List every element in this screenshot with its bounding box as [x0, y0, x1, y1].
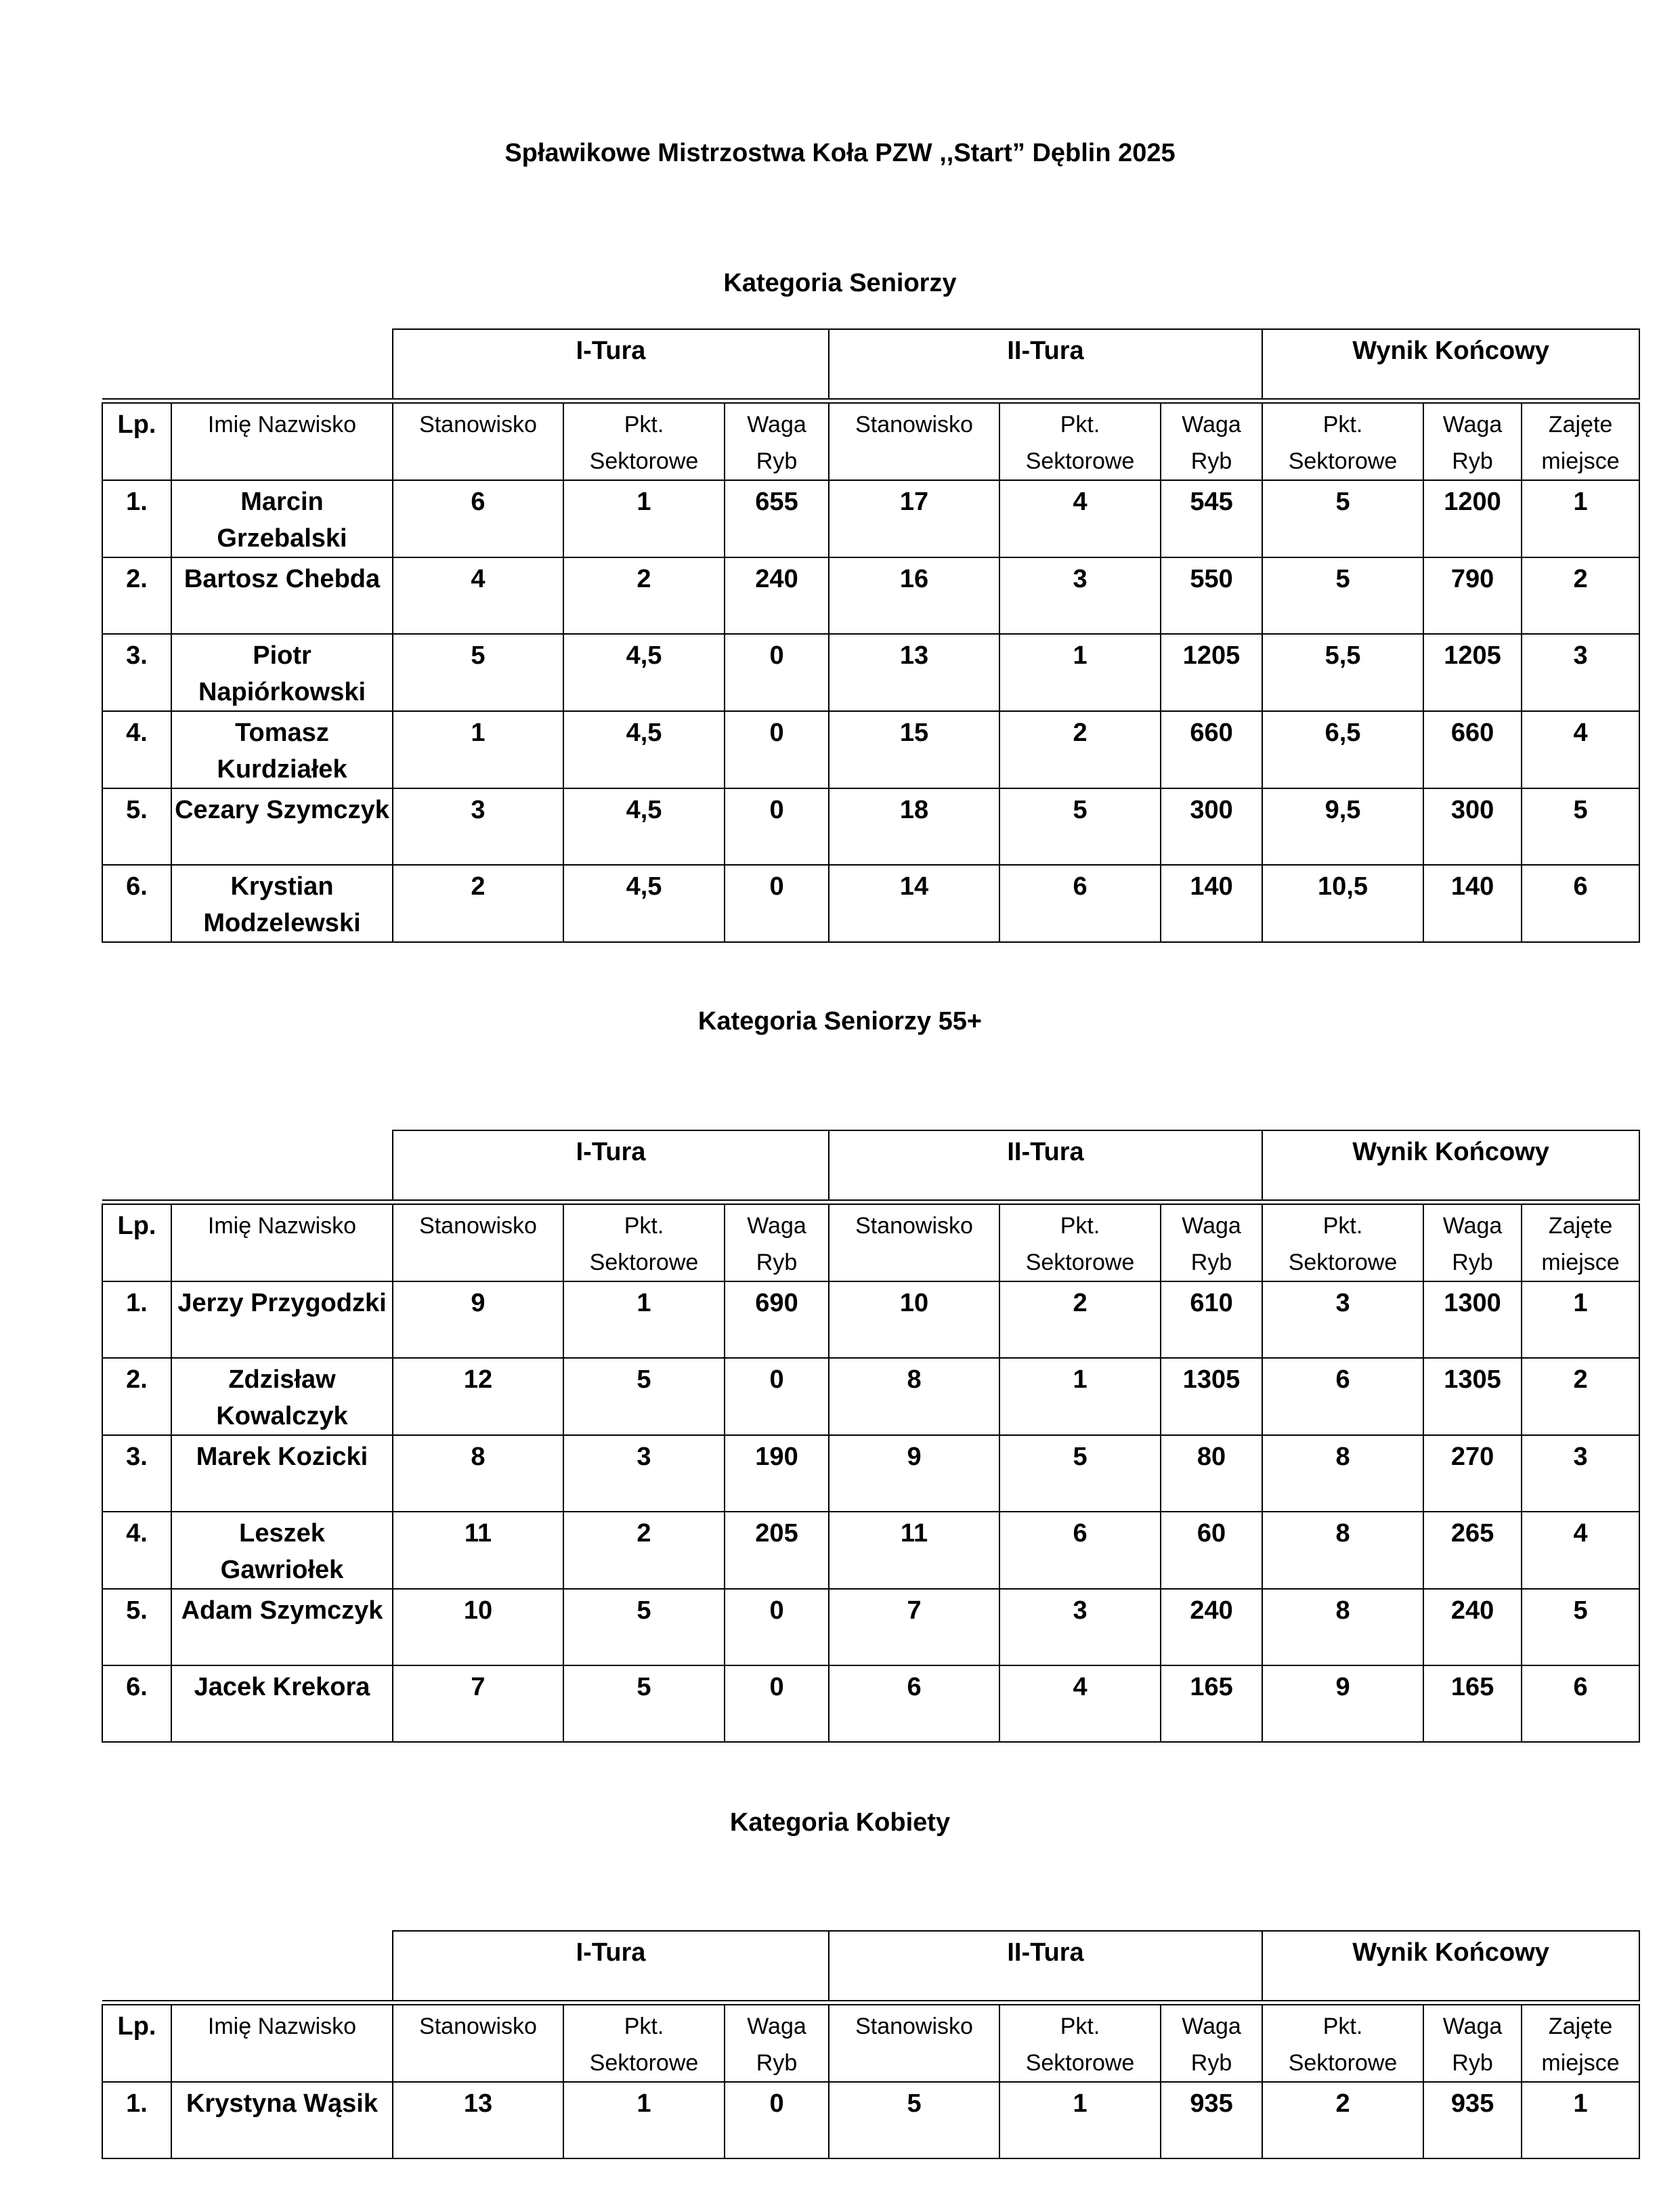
cell-t2-stanowisko: 18 [829, 788, 999, 865]
cell-t1-waga: 0 [725, 634, 829, 711]
cell-name: Zdzisław Kowalczyk [171, 1358, 393, 1435]
document-title: Spławikowe Mistrzostwa Koła PZW ,,Start” Dęblin 2025 [504, 139, 1176, 167]
column-header-lp: Lp. [102, 1204, 171, 1281]
table-row [102, 634, 1639, 711]
column-header-final-waga: Waga Ryb [1423, 403, 1522, 480]
cell-final-pkt: 5 [1262, 480, 1423, 557]
cell-lp: 2. [102, 1358, 171, 1435]
column-header-t1-stanowisko: Stanowisko [393, 1204, 563, 1281]
cell-lp: 6. [102, 1665, 171, 1742]
column-header-t2-waga: Waga Ryb [1161, 1204, 1262, 1281]
cell-name: Jacek Krekora [171, 1665, 393, 1742]
cell-final-waga: 140 [1423, 865, 1522, 942]
tura1-header: I-Tura [393, 1931, 829, 2001]
cell-t1-stanowisko: 8 [393, 1435, 563, 1512]
cell-t2-stanowisko: 8 [829, 1358, 999, 1435]
cell-t2-waga: 660 [1161, 711, 1262, 788]
tura1-header: I-Tura [393, 1130, 829, 1200]
cell-miejsce: 3 [1522, 1435, 1639, 1512]
cell-name: Piotr Napiórkowski [171, 634, 393, 711]
cell-t1-waga: 0 [725, 1358, 829, 1435]
cell-miejsce: 5 [1522, 1589, 1639, 1665]
final-result-header: Wynik Końcowy [1262, 1931, 1639, 2001]
cell-t2-stanowisko: 10 [829, 1281, 999, 1358]
cell-name: Adam Szymczyk [171, 1589, 393, 1665]
cell-miejsce: 1 [1522, 480, 1639, 557]
column-header-final-waga: Waga Ryb [1423, 1204, 1522, 1281]
cell-t2-pkt: 3 [999, 1589, 1161, 1665]
cell-miejsce: 6 [1522, 1665, 1639, 1742]
column-header-name: Imię Nazwisko [171, 1204, 393, 1281]
cell-t1-waga: 0 [725, 1665, 829, 1742]
cell-t2-stanowisko: 6 [829, 1665, 999, 1742]
cell-t2-pkt: 6 [999, 865, 1161, 942]
category-title: Kategoria Seniorzy [723, 269, 957, 297]
cell-final-waga: 660 [1423, 711, 1522, 788]
cell-lp: 3. [102, 1435, 171, 1512]
cell-final-waga: 1300 [1423, 1281, 1522, 1358]
empty-corner [102, 1931, 393, 2001]
cell-t2-waga: 550 [1161, 557, 1262, 634]
cell-t1-waga: 690 [725, 1281, 829, 1358]
cell-final-pkt: 2 [1262, 2082, 1423, 2158]
cell-t1-stanowisko: 7 [393, 1665, 563, 1742]
table-row [102, 1589, 1639, 1665]
cell-miejsce: 6 [1522, 865, 1639, 942]
cell-final-waga: 935 [1423, 2082, 1522, 2158]
table-row [102, 788, 1639, 865]
cell-miejsce: 1 [1522, 1281, 1639, 1358]
cell-t1-stanowisko: 12 [393, 1358, 563, 1435]
cell-t2-waga: 80 [1161, 1435, 1262, 1512]
table-row [102, 711, 1639, 788]
cell-lp: 1. [102, 1281, 171, 1358]
cell-t2-waga: 1205 [1161, 634, 1262, 711]
cell-t1-pkt: 4,5 [563, 711, 725, 788]
cell-miejsce: 2 [1522, 1358, 1639, 1435]
cell-t1-waga: 190 [725, 1435, 829, 1512]
group-header-row [102, 1130, 1639, 1200]
cell-final-pkt: 5 [1262, 557, 1423, 634]
cell-t1-stanowisko: 13 [393, 2082, 563, 2158]
cell-miejsce: 4 [1522, 711, 1639, 788]
cell-final-waga: 165 [1423, 1665, 1522, 1742]
column-header-t2-stanowisko: Stanowisko [829, 403, 999, 480]
cell-t2-pkt: 3 [999, 557, 1161, 634]
cell-t2-pkt: 1 [999, 2082, 1161, 2158]
column-header-t2-pkt: Pkt. Sektorowe [999, 2005, 1161, 2082]
cell-t1-pkt: 1 [563, 2082, 725, 2158]
cell-t1-stanowisko: 6 [393, 480, 563, 557]
cell-t2-waga: 935 [1161, 2082, 1262, 2158]
cell-name: Tomasz Kurdziałek [171, 711, 393, 788]
cell-t1-waga: 0 [725, 788, 829, 865]
cell-final-waga: 790 [1423, 557, 1522, 634]
cell-final-pkt: 8 [1262, 1512, 1423, 1589]
cell-name: Jerzy Przygodzki [171, 1281, 393, 1358]
cell-name: Krystyna Wąsik [171, 2082, 393, 2158]
column-header-final-pkt: Pkt. Sektorowe [1262, 1204, 1423, 1281]
cell-t1-waga: 240 [725, 557, 829, 634]
table-row [102, 480, 1639, 557]
column-header-row [102, 2005, 1639, 2082]
column-header-miejsce: Zajęte miejsce [1522, 1204, 1639, 1281]
column-header-miejsce: Zajęte miejsce [1522, 403, 1639, 480]
empty-corner [102, 329, 393, 399]
results-table [102, 328, 1640, 943]
column-header-t1-waga: Waga Ryb [725, 2005, 829, 2082]
cell-lp: 5. [102, 788, 171, 865]
cell-t2-stanowisko: 5 [829, 2082, 999, 2158]
column-header-t1-stanowisko: Stanowisko [393, 403, 563, 480]
cell-lp: 5. [102, 1589, 171, 1665]
cell-t1-waga: 0 [725, 711, 829, 788]
cell-t1-waga: 0 [725, 2082, 829, 2158]
cell-lp: 4. [102, 711, 171, 788]
table-row [102, 1435, 1639, 1512]
cell-t2-stanowisko: 14 [829, 865, 999, 942]
column-header-t2-waga: Waga Ryb [1161, 2005, 1262, 2082]
cell-t2-waga: 240 [1161, 1589, 1262, 1665]
cell-t1-pkt: 2 [563, 557, 725, 634]
cell-t2-stanowisko: 9 [829, 1435, 999, 1512]
cell-miejsce: 5 [1522, 788, 1639, 865]
cell-t2-stanowisko: 16 [829, 557, 999, 634]
cell-t1-pkt: 1 [563, 480, 725, 557]
cell-name: Bartosz Chebda [171, 557, 393, 634]
tura2-header: II-Tura [829, 1931, 1262, 2001]
table-row [102, 1281, 1639, 1358]
cell-final-waga: 1200 [1423, 480, 1522, 557]
cell-final-pkt: 6 [1262, 1358, 1423, 1435]
group-header-row [102, 1931, 1639, 2001]
cell-t1-waga: 0 [725, 1589, 829, 1665]
cell-miejsce: 4 [1522, 1512, 1639, 1589]
tura2-header: II-Tura [829, 1130, 1262, 1200]
column-header-final-pkt: Pkt. Sektorowe [1262, 2005, 1423, 2082]
cell-t1-stanowisko: 5 [393, 634, 563, 711]
cell-t1-stanowisko: 11 [393, 1512, 563, 1589]
cell-t2-waga: 165 [1161, 1665, 1262, 1742]
cell-t2-stanowisko: 17 [829, 480, 999, 557]
tura1-header: I-Tura [393, 329, 829, 399]
cell-lp: 4. [102, 1512, 171, 1589]
cell-lp: 1. [102, 480, 171, 557]
cell-t1-pkt: 4,5 [563, 634, 725, 711]
column-header-t2-waga: Waga Ryb [1161, 403, 1262, 480]
table-row [102, 557, 1639, 634]
results-table [102, 1130, 1640, 1743]
final-result-header: Wynik Końcowy [1262, 1130, 1639, 1200]
tura2-header: II-Tura [829, 329, 1262, 399]
cell-t2-stanowisko: 11 [829, 1512, 999, 1589]
cell-final-waga: 270 [1423, 1435, 1522, 1512]
cell-t2-pkt: 5 [999, 788, 1161, 865]
cell-t2-waga: 1305 [1161, 1358, 1262, 1435]
cell-final-pkt: 5,5 [1262, 634, 1423, 711]
cell-t2-pkt: 4 [999, 1665, 1161, 1742]
cell-t2-pkt: 2 [999, 711, 1161, 788]
column-header-t2-stanowisko: Stanowisko [829, 2005, 999, 2082]
final-result-header: Wynik Końcowy [1262, 329, 1639, 399]
table-row [102, 865, 1639, 942]
column-header-row [102, 1204, 1639, 1281]
cell-t1-waga: 0 [725, 865, 829, 942]
table-row [102, 1665, 1639, 1742]
cell-final-waga: 1305 [1423, 1358, 1522, 1435]
cell-t1-stanowisko: 10 [393, 1589, 563, 1665]
cell-final-waga: 265 [1423, 1512, 1522, 1589]
cell-t2-waga: 60 [1161, 1512, 1262, 1589]
table-row [102, 1358, 1639, 1435]
cell-name: Cezary Szymczyk [171, 788, 393, 865]
cell-t1-pkt: 1 [563, 1281, 725, 1358]
cell-t1-stanowisko: 3 [393, 788, 563, 865]
category-title: Kategoria Kobiety [729, 1808, 951, 1837]
cell-miejsce: 2 [1522, 557, 1639, 634]
cell-t1-stanowisko: 9 [393, 1281, 563, 1358]
cell-final-pkt: 10,5 [1262, 865, 1423, 942]
cell-t2-waga: 140 [1161, 865, 1262, 942]
cell-final-pkt: 9 [1262, 1665, 1423, 1742]
results-table [102, 1930, 1640, 2159]
cell-final-waga: 240 [1423, 1589, 1522, 1665]
cell-t2-pkt: 1 [999, 1358, 1161, 1435]
cell-miejsce: 3 [1522, 634, 1639, 711]
cell-final-waga: 300 [1423, 788, 1522, 865]
column-header-lp: Lp. [102, 2005, 171, 2082]
table-row [102, 1512, 1639, 1589]
cell-t2-pkt: 4 [999, 480, 1161, 557]
cell-t2-waga: 610 [1161, 1281, 1262, 1358]
column-header-t2-stanowisko: Stanowisko [829, 1204, 999, 1281]
cell-t1-pkt: 4,5 [563, 788, 725, 865]
cell-final-pkt: 3 [1262, 1281, 1423, 1358]
cell-t2-pkt: 2 [999, 1281, 1161, 1358]
column-header-final-waga: Waga Ryb [1423, 2005, 1522, 2082]
cell-final-waga: 1205 [1423, 634, 1522, 711]
cell-lp: 1. [102, 2082, 171, 2158]
cell-t1-pkt: 2 [563, 1512, 725, 1589]
table-row [102, 2082, 1639, 2158]
cell-t1-stanowisko: 4 [393, 557, 563, 634]
cell-name: Krystian Modzelewski [171, 865, 393, 942]
cell-t1-stanowisko: 1 [393, 711, 563, 788]
column-header-name: Imię Nazwisko [171, 2005, 393, 2082]
cell-miejsce: 1 [1522, 2082, 1639, 2158]
column-header-t1-pkt: Pkt. Sektorowe [563, 1204, 725, 1281]
cell-t1-stanowisko: 2 [393, 865, 563, 942]
column-header-t2-pkt: Pkt. Sektorowe [999, 403, 1161, 480]
column-header-name: Imię Nazwisko [171, 403, 393, 480]
cell-t2-pkt: 1 [999, 634, 1161, 711]
cell-t2-waga: 545 [1161, 480, 1262, 557]
cell-t2-stanowisko: 13 [829, 634, 999, 711]
cell-t1-pkt: 4,5 [563, 865, 725, 942]
column-header-t1-pkt: Pkt. Sektorowe [563, 403, 725, 480]
cell-t1-pkt: 5 [563, 1358, 725, 1435]
cell-t1-pkt: 3 [563, 1435, 725, 1512]
column-header-lp: Lp. [102, 403, 171, 480]
column-header-t1-pkt: Pkt. Sektorowe [563, 2005, 725, 2082]
column-header-row [102, 403, 1639, 480]
cell-name: Marcin Grzebalski [171, 480, 393, 557]
column-header-miejsce: Zajęte miejsce [1522, 2005, 1639, 2082]
group-header-row [102, 329, 1639, 399]
category-title: Kategoria Seniorzy 55+ [697, 1007, 983, 1036]
cell-final-pkt: 8 [1262, 1589, 1423, 1665]
cell-final-pkt: 9,5 [1262, 788, 1423, 865]
cell-t1-waga: 655 [725, 480, 829, 557]
cell-t2-waga: 300 [1161, 788, 1262, 865]
column-header-final-pkt: Pkt. Sektorowe [1262, 403, 1423, 480]
cell-t1-waga: 205 [725, 1512, 829, 1589]
column-header-t1-stanowisko: Stanowisko [393, 2005, 563, 2082]
cell-name: Marek Kozicki [171, 1435, 393, 1512]
cell-t1-pkt: 5 [563, 1589, 725, 1665]
cell-final-pkt: 6,5 [1262, 711, 1423, 788]
cell-t2-stanowisko: 15 [829, 711, 999, 788]
cell-lp: 2. [102, 557, 171, 634]
cell-name: Leszek Gawriołek [171, 1512, 393, 1589]
cell-lp: 6. [102, 865, 171, 942]
column-header-t1-waga: Waga Ryb [725, 403, 829, 480]
cell-t2-pkt: 5 [999, 1435, 1161, 1512]
column-header-t2-pkt: Pkt. Sektorowe [999, 1204, 1161, 1281]
cell-final-pkt: 8 [1262, 1435, 1423, 1512]
cell-lp: 3. [102, 634, 171, 711]
cell-t2-pkt: 6 [999, 1512, 1161, 1589]
empty-corner [102, 1130, 393, 1200]
cell-t1-pkt: 5 [563, 1665, 725, 1742]
column-header-t1-waga: Waga Ryb [725, 1204, 829, 1281]
cell-t2-stanowisko: 7 [829, 1589, 999, 1665]
